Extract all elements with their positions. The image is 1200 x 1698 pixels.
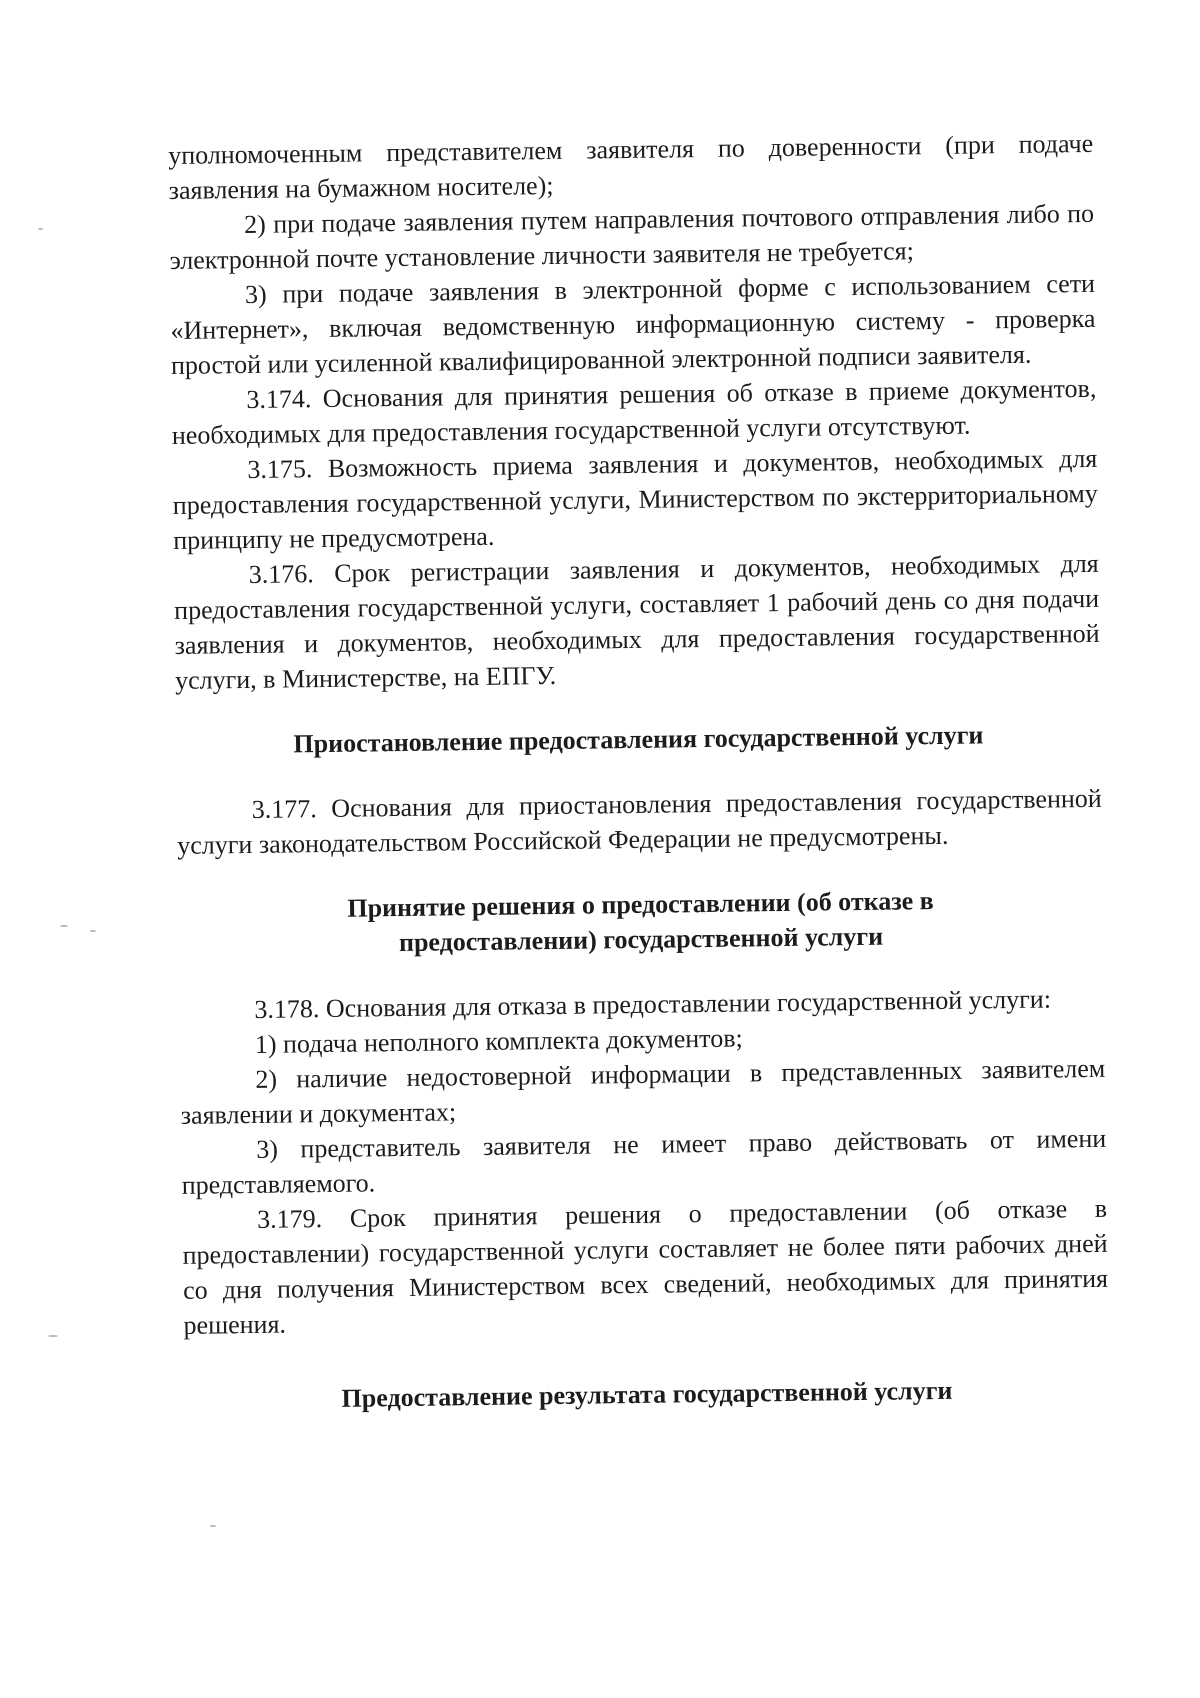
section-heading-decision-line2: предоставлении) государственной услуги: [398, 921, 884, 958]
paragraph-continuation: уполномоченным представителем заявителя по доверенности (при подаче заявления на бумажном носителе);: [168, 128, 1094, 205]
scan-speck: [48, 1335, 58, 1337]
section-heading-result: Предоставление результата государственной услуги: [341, 1375, 953, 1413]
paragraph-3175: 3.175. Возможность приема заявления и документов, необходимых для предоставления государственной услуги, Министерством по экстерриториальному принципу не предусмотрена.: [172, 443, 1098, 555]
scan-speck: [60, 925, 68, 927]
paragraph-3177: 3.177. Основания для приостановления предоставления государственной услуги законодательством Российской Федерации не предусмотрены.: [177, 783, 1102, 860]
paragraph-item-2: 2) при подаче заявления путем направления почтового отправления либо по электронной почте установление личности заявителя не требуется;: [169, 198, 1095, 275]
paragraph-refusal-3: 3) представитель заявителя не имеет право действовать от имени представляемого.: [181, 1123, 1107, 1200]
paragraph-3176: 3.176. Срок регистрации заявления и документов, необходимых для предоставления государственной услуги, составляет 1 рабочий день со дня подачи заявления и документов, необходимых для предоставления государственной услуги, в Министерстве, на ЕПГУ.: [173, 548, 1100, 695]
paragraph-3178: 3.178. Основания для отказа в предоставлении государственной услуги:: [254, 984, 1052, 1024]
document-body: [168, 126, 1110, 1418]
paragraph-3174: 3.174. Основания для принятия решения об отказе в приеме документов, необходимых для предоставления государственной услуги отсутствуют.: [171, 373, 1097, 450]
paragraph-3179: 3.179. Срок принятия решения о предоставлении (об отказе в предоставлении) государственной услуги составляет не более пяти рабочих дней со дня получения Министерством всех сведений, необходимых для принятия решения.: [182, 1193, 1109, 1340]
paragraph-item-3: 3) при подаче заявления в электронной форме с использованием сети «Интернет», включая ведомственную информационную систему - проверка простой или усиленной квалифицированной электронной подписи заявителя.: [170, 268, 1096, 380]
section-heading-decision-line1: Принятие решения о предоставлении (об отказе в: [347, 886, 934, 923]
paragraph-refusal-2: 2) наличие недостоверной информации в представленных заявителем заявлении и документах;: [180, 1053, 1106, 1130]
scan-speck: [210, 1525, 216, 1527]
paragraph-refusal-1: 1) подача неполного комплекта документов;: [254, 1023, 743, 1059]
scan-speck: [38, 228, 43, 230]
section-heading-suspension: Приостановление предоставления государственной услуги: [293, 720, 984, 759]
scan-speck: [90, 930, 96, 932]
